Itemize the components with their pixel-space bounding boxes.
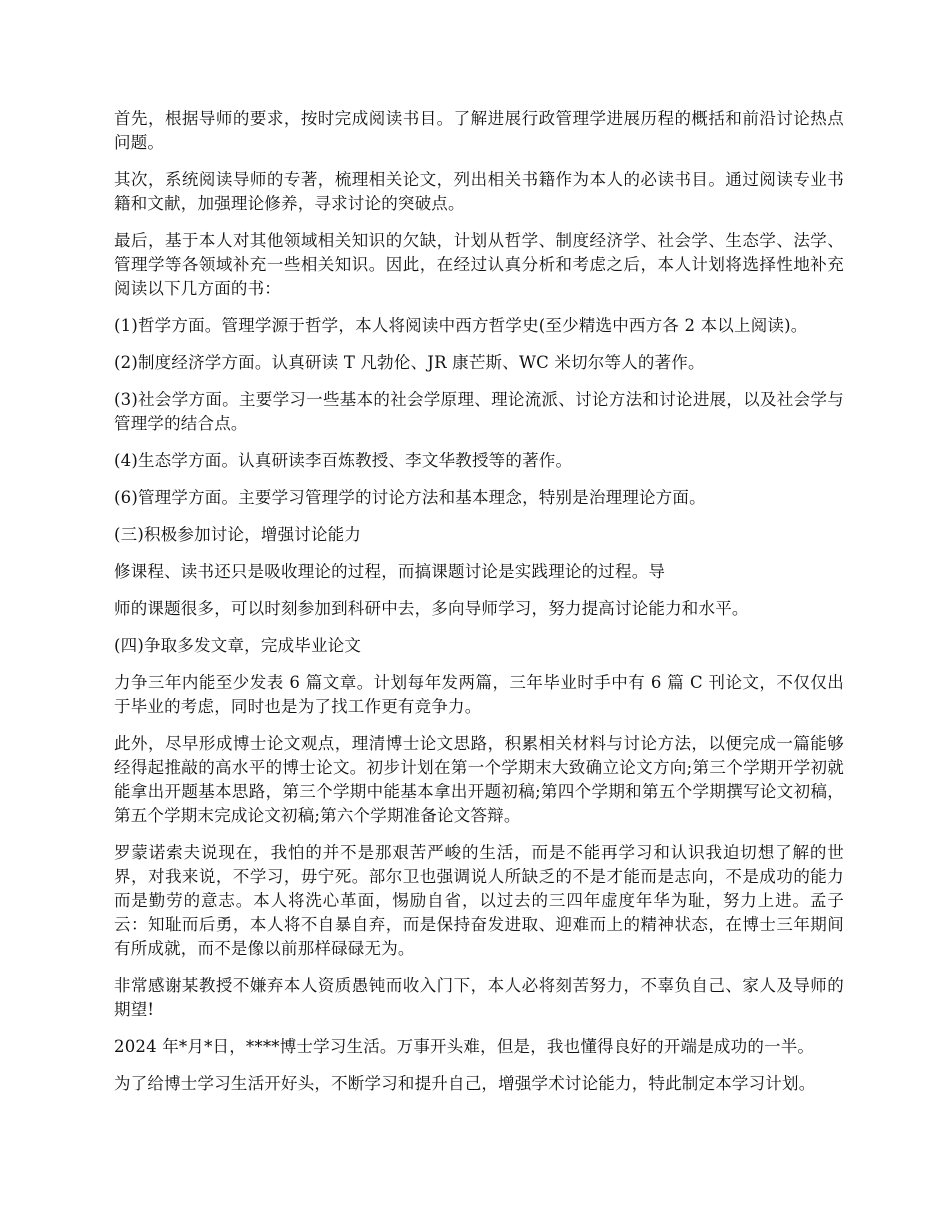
list-item-ecology: (4)生态学方面。认真研读李百炼教授、李文华教授等的著作。 [114,451,573,470]
paragraph-thesis-plan: 此外，尽早形成博士论文观点，理清博士论文思路，积累相关材料与讨论方法，以便完成一篇能够经得起推敲的高水平的博士论文。初步计划在第一个学期末大致确立论文方向;第三个学期开学初就能拿出开题基本思路，第三个学期中能基本拿出开题初稿;第四个学期和第五个学期撰写论文初稿，第五个学期末完成论文初稿;第六个学期准备论文答辩。 [114,734,844,825]
section-heading-publications: (四)争取多发文章，完成毕业论文 [114,636,362,655]
paragraph-reading-list-last: 最后，基于本人对其他领域相关知识的欠缺，计划从哲学、制度经济学、社会学、生态学、法学、管理学等各领域补充一些相关知识。因此，在经过认真分析和考虑之后，本人计划将选择性地补充阅读以下几方面的书： [114,231,844,298]
paragraph-thanks: 非常感谢某教授不嫌弃本人资质愚钝而收入门下，本人必将刻苦努力，不辜负自己、家人及导师的期望! [114,976,844,1019]
paragraph-reading-list-first: 首先，根据导师的要求，按时完成阅读书目。了解进展行政管理学进展历程的概括和前沿讨论热点问题。 [114,109,844,152]
list-item-institutional-economics: (2)制度经济学方面。认真研读 T 凡勃伦、JR 康芒斯、WC 米切尔等人的著作。 [114,353,705,372]
paragraph-reading-list-second: 其次，系统阅读导师的专著，梳理相关论文，列出相关书籍作为本人的必读书目。通过阅读专业书籍和文献，加强理论修养，寻求讨论的突破点。 [114,170,844,213]
paragraph-date-intro: 2024 年*月*日，****博士学习生活。万事开头难，但是，我也懂得良好的开端是成功的一半。 [114,1037,815,1056]
section-heading-discussion: (三)积极参加讨论，增强讨论能力 [114,525,362,544]
list-item-philosophy: (1)哲学方面。管理学源于哲学，本人将阅读中西方哲学史(至少精选中西方各 2 本以上阅读)。 [114,316,808,335]
list-item-management: (6)管理学方面。主要学习管理学的讨论方法和基本理念，特别是治理理论方面。 [114,488,706,507]
paragraph-discussion-2: 师的课题很多，可以时刻参加到科研中去，多向导师学习，努力提高讨论能力和水平。 [114,599,749,618]
paragraph-purpose: 为了给博士学习生活开好头，不断学习和提升自己，增强学术讨论能力，特此制定本学习计划。 [114,1074,816,1093]
paragraph-motivation: 罗蒙诺索夫说现在，我怕的并不是那艰苦严峻的生活，而是不能再学习和认识我迫切想了解的世界，对我来说，不学习，毋宁死。部尔卫也强调说人所缺乏的不是才能而是志向，不是成功的能力而是勤劳的意志。本人将洗心革面，惕励自省，以过去的三四年虚度年华为耻，努力上进。孟子云：知耻而后勇，本人将不自暴自弃，而是保持奋发进取、迎难而上的精神状态，在博士三年期间有所成就，而不是像以前那样碌碌无为。 [114,843,844,958]
document-page [114,107,844,1109]
list-item-sociology: (3)社会学方面。主要学习一些基本的社会学原理、理论流派、讨论方法和讨论进展，以及社会学与管理学的结合点。 [114,390,844,433]
paragraph-publications: 力争三年内能至少发表 6 篇文章。计划每年发两篇，三年毕业时手中有 6 篇 C 刊论文，不仅仅出于毕业的考虑，同时也是为了找工作更有竞争力。 [114,673,844,716]
paragraph-discussion-1: 修课程、读书还只是吸收理论的过程，而搞课题讨论是实践理论的过程。导 [114,562,666,581]
